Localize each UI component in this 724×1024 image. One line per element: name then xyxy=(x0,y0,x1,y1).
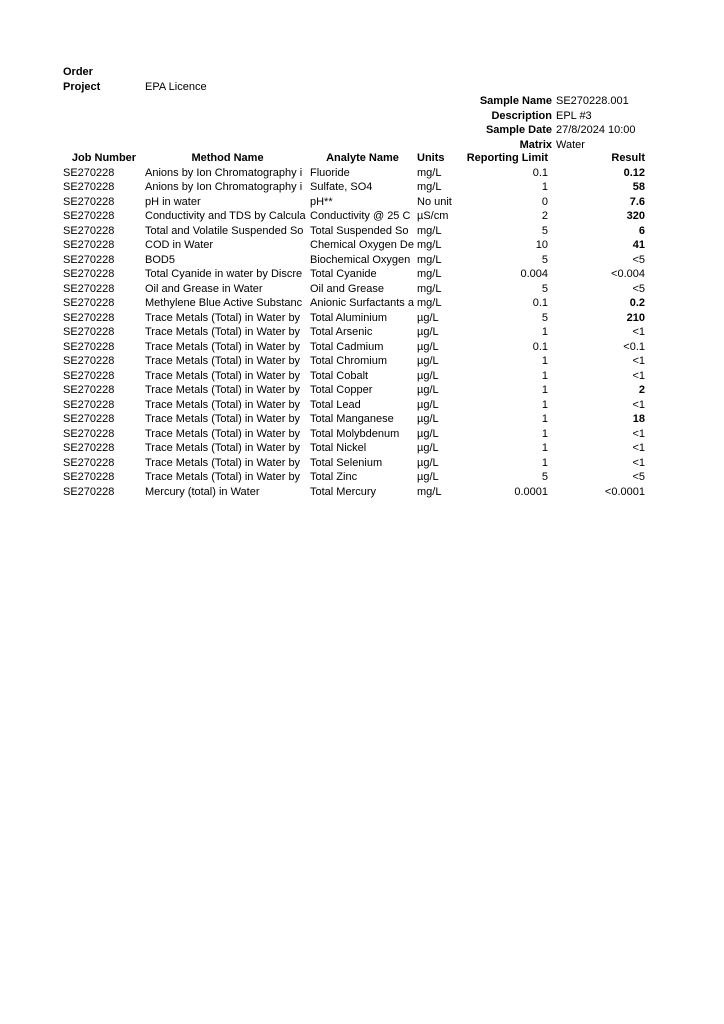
result-cell: 18 xyxy=(632,413,645,425)
table-row xyxy=(63,180,645,195)
analyte-name-cell: Total Cyanide xyxy=(310,268,377,280)
units-cell: µg/L xyxy=(417,427,439,440)
job-number-cell: SE270228 xyxy=(63,224,115,237)
analyte-name-cell: Total Copper xyxy=(310,384,373,396)
method-name-cell: Trace Metals (Total) in Water by xyxy=(145,326,301,338)
units-cell: µg/L xyxy=(417,398,439,411)
job-number-cell: SE270228 xyxy=(63,253,115,266)
method-name-cell: Trace Metals (Total) in Water by xyxy=(145,442,301,454)
job-number-cell: SE270228 xyxy=(63,442,115,454)
reporting-limit-cell: 1 xyxy=(541,413,548,425)
units-cell: µg/L xyxy=(417,326,439,338)
reporting-limit-cell: 0.1 xyxy=(532,166,548,179)
sample-name-value: SE270228.001 xyxy=(556,95,629,107)
method-name-cell: Trace Metals (Total) in Water by xyxy=(145,427,301,440)
table-row xyxy=(63,340,645,355)
units-cell: µg/L xyxy=(417,369,439,382)
analyte-name-cell: Anionic Surfactants a xyxy=(310,297,414,309)
reporting-limit-cell: 0.1 xyxy=(532,297,548,309)
units-cell: µg/L xyxy=(417,311,439,324)
reporting-limit-cell: 5 xyxy=(541,253,548,266)
table-row xyxy=(63,412,645,427)
result-cell: <1 xyxy=(632,369,645,382)
units-cell: No unit xyxy=(417,195,452,208)
units-cell: mg/L xyxy=(417,282,442,295)
job-number-cell: SE270228 xyxy=(63,369,115,382)
result-header: Result xyxy=(611,152,645,164)
sample-name-label: Sample Name xyxy=(479,95,552,107)
table-row xyxy=(63,195,645,210)
reporting-limit-cell: 1 xyxy=(541,369,548,382)
analyte-name-cell: Total Manganese xyxy=(310,413,394,425)
table-row xyxy=(63,383,645,398)
analyte-name-cell: Total Suspended So xyxy=(310,224,409,237)
result-cell: <1 xyxy=(632,442,645,454)
table-row xyxy=(63,354,645,369)
job-number-cell: SE270228 xyxy=(63,311,115,324)
method-name-cell: Trace Metals (Total) in Water by xyxy=(145,311,301,324)
units-cell: mg/L xyxy=(417,297,442,309)
analyte-name-cell: Biochemical Oxygen xyxy=(310,253,411,266)
analyte-name-cell: Fluoride xyxy=(310,166,350,179)
reporting-limit-cell: 5 xyxy=(541,224,548,237)
analyte-name-cell: Sulfate, SO4 xyxy=(310,181,373,193)
table-row xyxy=(63,224,645,239)
table-row xyxy=(63,209,645,224)
job-number-cell: SE270228 xyxy=(63,398,115,411)
result-cell: 6 xyxy=(638,224,645,237)
reporting-limit-cell: 0.004 xyxy=(520,268,548,280)
description-value: EPL #3 xyxy=(556,109,592,122)
result-cell: <1 xyxy=(632,398,645,411)
result-cell: <1 xyxy=(632,427,645,440)
units-cell: µS/cm xyxy=(417,210,449,222)
table-row xyxy=(63,325,645,340)
reporting-limit-cell: 5 xyxy=(541,471,548,483)
job-number-header: Job Number xyxy=(71,152,137,164)
result-cell: 210 xyxy=(626,311,645,324)
method-name-cell: Anions by Ion Chromatography i xyxy=(145,166,303,179)
job-number-cell: SE270228 xyxy=(63,195,115,208)
analyte-name-cell: Conductivity @ 25 C xyxy=(310,210,411,222)
method-name-cell: Methylene Blue Active Substanc xyxy=(145,297,303,309)
job-number-cell: SE270228 xyxy=(63,282,115,295)
table-row xyxy=(63,253,645,268)
reporting-limit-cell: 1 xyxy=(541,398,548,411)
reporting-limit-cell: 10 xyxy=(535,239,548,251)
units-cell: mg/L xyxy=(417,239,442,251)
method-name-cell: Trace Metals (Total) in Water by xyxy=(145,340,301,353)
sample-date-row xyxy=(0,123,724,138)
units-cell: mg/L xyxy=(417,485,442,498)
job-number-cell: SE270228 xyxy=(63,456,115,469)
table-row xyxy=(63,238,645,253)
table-row xyxy=(63,166,645,181)
table-row xyxy=(63,369,645,384)
analyte-name-cell: Total Chromium xyxy=(310,355,388,367)
matrix-label: Matrix xyxy=(519,138,552,151)
method-name-cell: Conductivity and TDS by Calcula xyxy=(145,210,306,222)
result-cell: 0.12 xyxy=(623,166,645,179)
reporting-limit-cell: 1 xyxy=(541,384,548,396)
method-name-cell: Trace Metals (Total) in Water by xyxy=(145,384,301,396)
method-name-cell: Trace Metals (Total) in Water by xyxy=(145,456,301,469)
method-name-header: Method Name xyxy=(191,152,264,164)
result-cell: 320 xyxy=(626,210,645,222)
method-name-cell: Mercury (total) in Water xyxy=(145,485,260,498)
job-number-cell: SE270228 xyxy=(63,427,115,440)
result-cell: <5 xyxy=(632,253,645,266)
method-name-cell: pH in water xyxy=(145,195,201,208)
analyte-name-cell: Total Zinc xyxy=(310,471,358,483)
analyte-name-cell: pH** xyxy=(310,195,333,208)
job-number-cell: SE270228 xyxy=(63,384,115,396)
sample-info-block xyxy=(0,94,724,152)
table-row xyxy=(63,267,645,282)
reporting-limit-cell: 0.0001 xyxy=(514,485,548,498)
reporting-limit-cell: 2 xyxy=(541,210,548,222)
result-cell: <1 xyxy=(632,326,645,338)
analyte-name-cell: Oil and Grease xyxy=(310,282,384,295)
result-cell: <0.004 xyxy=(611,268,645,280)
description-row xyxy=(0,109,724,124)
result-cell: <5 xyxy=(632,471,645,483)
job-number-cell: SE270228 xyxy=(63,355,115,367)
analyte-name-cell: Total Cobalt xyxy=(310,369,369,382)
method-name-cell: Total Cyanide in water by Discre xyxy=(145,268,303,280)
method-name-cell: Oil and Grease in Water xyxy=(145,282,263,295)
project-value: EPA Licence xyxy=(145,81,207,93)
method-name-cell: Total and Volatile Suspended So xyxy=(145,224,304,237)
units-cell: µg/L xyxy=(417,340,439,353)
units-cell: µg/L xyxy=(417,355,439,367)
job-number-cell: SE270228 xyxy=(63,485,115,498)
units-cell: µg/L xyxy=(417,384,439,396)
result-cell: <0.1 xyxy=(623,340,645,353)
units-cell: mg/L xyxy=(417,268,442,280)
units-header: Units xyxy=(417,152,445,164)
reporting-limit-header: Reporting Limit xyxy=(466,152,548,164)
table-row xyxy=(63,296,645,311)
table-row xyxy=(63,441,645,456)
result-cell: 58 xyxy=(632,181,645,193)
description-label: Description xyxy=(491,109,552,122)
result-cell: <1 xyxy=(632,456,645,469)
table-header-row xyxy=(63,151,645,166)
job-number-cell: SE270228 xyxy=(63,340,115,353)
analyte-name-cell: Total Selenium xyxy=(310,456,383,469)
result-cell: 2 xyxy=(638,384,645,396)
result-cell: <5 xyxy=(632,282,645,295)
result-cell: 0.2 xyxy=(629,297,645,309)
analyte-name-cell: Total Lead xyxy=(310,398,361,411)
matrix-row xyxy=(0,138,724,153)
job-number-cell: SE270228 xyxy=(63,181,115,193)
reporting-limit-cell: 1 xyxy=(541,427,548,440)
result-cell: <0.0001 xyxy=(604,485,645,498)
table-row xyxy=(63,427,645,442)
reporting-limit-cell: 1 xyxy=(541,456,548,469)
reporting-limit-cell: 0.1 xyxy=(532,340,548,353)
job-number-cell: SE270228 xyxy=(63,210,115,222)
units-cell: mg/L xyxy=(417,253,442,266)
order-label: Order xyxy=(63,66,93,78)
project-label: Project xyxy=(63,81,101,93)
result-cell: 7.6 xyxy=(629,195,645,208)
job-number-cell: SE270228 xyxy=(63,297,115,309)
results-table-body xyxy=(63,166,645,500)
analyte-name-cell: Total Cadmium xyxy=(310,340,384,353)
units-cell: mg/L xyxy=(417,181,442,193)
units-cell: µg/L xyxy=(417,442,439,454)
job-number-cell: SE270228 xyxy=(63,471,115,483)
job-number-cell: SE270228 xyxy=(63,166,115,179)
analyte-name-cell: Chemical Oxygen De xyxy=(310,239,414,251)
analyte-name-header: Analyte Name xyxy=(326,152,399,164)
job-number-cell: SE270228 xyxy=(63,268,115,280)
analyte-name-cell: Total Arsenic xyxy=(310,326,373,338)
job-number-cell: SE270228 xyxy=(63,413,115,425)
result-cell: <1 xyxy=(632,355,645,367)
method-name-cell: Trace Metals (Total) in Water by xyxy=(145,369,301,382)
units-cell: mg/L xyxy=(417,224,442,237)
result-cell: 41 xyxy=(632,239,645,251)
analyte-name-cell: Total Molybdenum xyxy=(310,427,400,440)
table-row xyxy=(63,456,645,471)
units-cell: mg/L xyxy=(417,166,442,179)
analyte-name-cell: Total Nickel xyxy=(310,442,367,454)
table-row xyxy=(63,470,645,485)
results-table xyxy=(63,151,645,499)
reporting-limit-cell: 1 xyxy=(541,181,548,193)
method-name-cell: Trace Metals (Total) in Water by xyxy=(145,471,301,483)
units-cell: µg/L xyxy=(417,456,439,469)
method-name-cell: COD in Water xyxy=(145,239,214,251)
method-name-cell: Trace Metals (Total) in Water by xyxy=(145,355,301,367)
table-row xyxy=(63,282,645,297)
method-name-cell: Trace Metals (Total) in Water by xyxy=(145,398,301,411)
units-cell: µg/L xyxy=(417,471,439,483)
matrix-value: Water xyxy=(556,138,585,151)
method-name-cell: BOD5 xyxy=(145,253,175,266)
reporting-limit-cell: 1 xyxy=(541,355,548,367)
reporting-limit-cell: 1 xyxy=(541,326,548,338)
sample-date-label: Sample Date xyxy=(485,124,552,136)
table-row xyxy=(63,398,645,413)
method-name-cell: Trace Metals (Total) in Water by xyxy=(145,413,301,425)
job-number-cell: SE270228 xyxy=(63,239,115,251)
reporting-limit-cell: 1 xyxy=(541,442,548,454)
reporting-limit-cell: 5 xyxy=(541,282,548,295)
sample-name-row xyxy=(0,94,724,109)
job-number-cell: SE270228 xyxy=(63,326,115,338)
method-name-cell: Anions by Ion Chromatography i xyxy=(145,181,303,193)
sample-date-value: 27/8/2024 10:00 xyxy=(556,124,636,136)
units-cell: µg/L xyxy=(417,413,439,425)
reporting-limit-cell: 0 xyxy=(541,195,548,208)
table-row xyxy=(63,311,645,326)
table-row xyxy=(63,485,645,500)
analyte-name-cell: Total Aluminium xyxy=(310,311,388,324)
analyte-name-cell: Total Mercury xyxy=(310,485,377,498)
reporting-limit-cell: 5 xyxy=(541,311,548,324)
